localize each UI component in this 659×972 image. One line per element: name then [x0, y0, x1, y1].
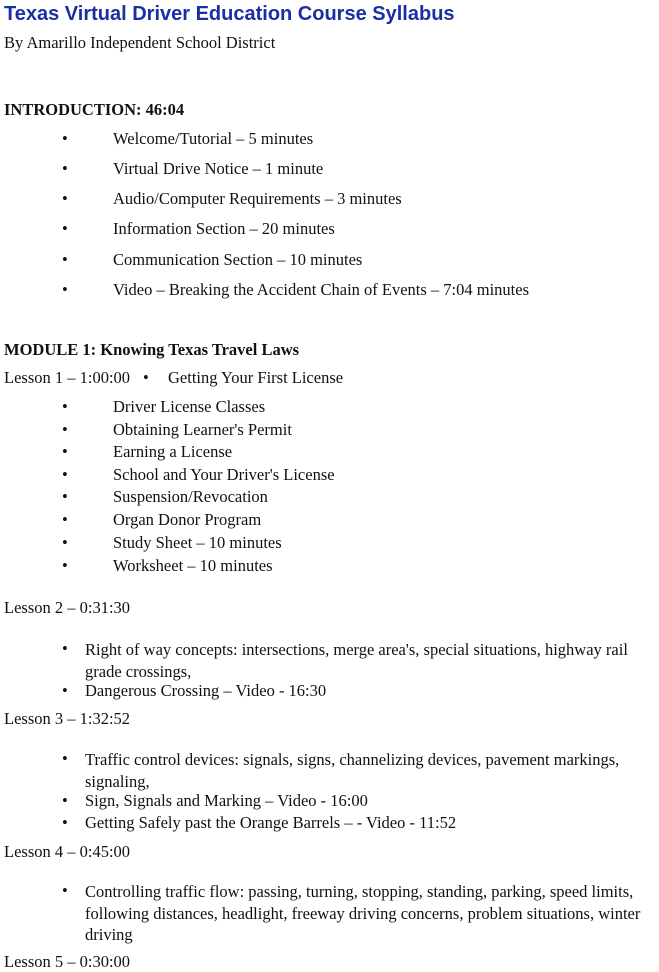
bullet-icon: •	[62, 250, 68, 269]
lesson-4-label: Lesson 4 – 0:45:00	[4, 842, 131, 861]
list-item: Organ Donor Program	[113, 510, 262, 529]
bullet-icon: •	[62, 280, 68, 299]
document-subtitle: By Amarillo Independent School District	[4, 33, 276, 52]
list-item: Welcome/Tutorial – 5 minutes	[113, 129, 314, 148]
bullet-icon: •	[62, 639, 68, 658]
bullet-icon: •	[143, 368, 149, 387]
list-item: Study Sheet – 10 minutes	[113, 533, 282, 552]
bullet-icon: •	[62, 813, 68, 832]
list-item: Driver License Classes	[113, 397, 266, 416]
bullet-icon: •	[62, 681, 68, 700]
lesson-1-label: Lesson 1 – 1:00:00	[4, 368, 131, 387]
list-item: Information Section – 20 minutes	[113, 219, 335, 238]
list-item: Controlling traffic flow: passing, turning, stopping, standing, parking, speed limits, following distances, headlight, freeway driving concerns, problem situations, winter driving	[85, 882, 641, 944]
lesson-2-label: Lesson 2 – 0:31:30	[4, 598, 131, 617]
list-item: Virtual Drive Notice – 1 minute	[113, 159, 324, 178]
list-item: Worksheet – 10 minutes	[113, 556, 273, 575]
list-item: Dangerous Crossing – Video - 16:30	[85, 681, 327, 700]
list-item: Sign, Signals and Marking – Video - 16:00	[85, 791, 368, 810]
list-item: Video – Breaking the Accident Chain of Events – 7:04 minutes	[113, 280, 530, 299]
list-item: Suspension/Revocation	[113, 487, 268, 506]
list-item: Traffic control devices: signals, signs, channelizing devices, pavement markings, signaling,	[85, 750, 620, 791]
list-item: Communication Section – 10 minutes	[113, 250, 363, 269]
introduction-heading: INTRODUCTION: 46:04	[4, 100, 185, 119]
bullet-icon: •	[62, 465, 68, 484]
list-item: Obtaining Learner's Permit	[113, 420, 292, 439]
list-item: Getting Safely past the Orange Barrels – - Video - 11:52	[85, 813, 457, 832]
bullet-icon: •	[62, 487, 68, 506]
module-heading: MODULE 1: Knowing Texas Travel Laws	[4, 340, 300, 359]
bullet-icon: •	[62, 881, 68, 900]
bullet-icon: •	[62, 749, 68, 768]
list-item: Audio/Computer Requirements – 3 minutes	[113, 189, 402, 208]
lesson-5-label: Lesson 5 – 0:30:00	[4, 952, 131, 971]
lesson-3-label: Lesson 3 – 1:32:52	[4, 709, 131, 728]
document-title: Texas Virtual Driver Education Course Syllabus	[4, 3, 455, 25]
lesson-1-inline-item: Getting Your First License	[168, 368, 344, 387]
bullet-icon: •	[62, 556, 68, 575]
list-item: Right of way concepts: intersections, merge area's, special situations, highway rail grade crossings,	[85, 640, 628, 681]
list-item: Earning a License	[113, 442, 233, 461]
bullet-icon: •	[62, 791, 68, 810]
bullet-icon: •	[62, 420, 68, 439]
bullet-icon: •	[62, 129, 68, 148]
bullet-icon: •	[62, 219, 68, 238]
bullet-icon: •	[62, 397, 68, 416]
bullet-icon: •	[62, 510, 68, 529]
bullet-icon: •	[62, 442, 68, 461]
bullet-icon: •	[62, 159, 68, 178]
list-item: School and Your Driver's License	[113, 465, 335, 484]
bullet-icon: •	[62, 189, 68, 208]
bullet-icon: •	[62, 533, 68, 552]
